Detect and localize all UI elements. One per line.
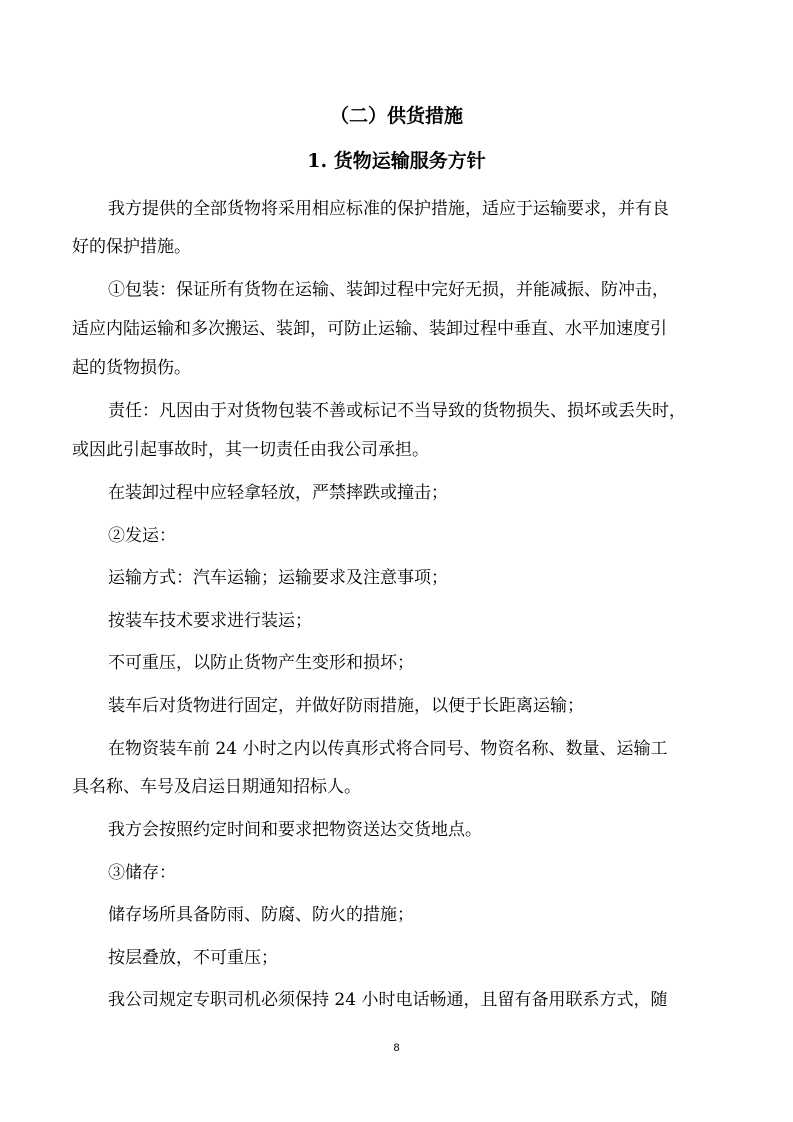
paragraph-line: ①包装：保证所有货物在运输、装卸过程中完好无损，并能减振、防冲击， — [108, 280, 669, 300]
paragraph-line: 责任：凡因由于对货物包装不善或标记不当导致的货物损失、损坏或丢失时， — [108, 401, 686, 421]
paragraph-line: 储存场所具备防雨、防腐、防火的措施； — [108, 905, 414, 925]
paragraph-line: 起的货物损伤。 — [72, 358, 191, 378]
paragraph-line: 我方会按照约定时间和要求把物资送达交货地点。 — [108, 820, 482, 840]
paragraph-line: 具名称、车号及启运日期通知招标人。 — [72, 777, 361, 797]
paragraph-line: 在装卸过程中应轻拿轻放，严禁摔跌或撞击； — [108, 483, 448, 503]
paragraph-line: 装车后对货物进行固定，并做好防雨措施，以便于长距离运输； — [108, 696, 584, 716]
page-number: 8 — [393, 1042, 400, 1054]
paragraph-line: 我方提供的全部货物将采用相应标准的保护措施，适应于运输要求，并有良 — [108, 199, 669, 219]
paragraph-line: ③储存： — [108, 863, 176, 883]
subsection-title: 1. 货物运输服务方针 — [307, 150, 486, 172]
paragraph-line: 或因此引起事故时，其一切责任由我公司承担。 — [72, 440, 429, 460]
paragraph-line: 我公司规定专职司机必须保持 24 小时电话畅通，且留有备用联系方式，随 — [108, 990, 668, 1010]
paragraph-line: ②发运： — [108, 526, 176, 546]
paragraph-line: 按层叠放，不可重压； — [108, 948, 278, 968]
paragraph-line: 运输方式：汽车运输；运输要求及注意事项； — [108, 568, 448, 588]
paragraph-line: 按装车技术要求进行装运； — [108, 611, 312, 631]
section-title: （二）供货措施 — [329, 105, 463, 127]
paragraph-line: 好的保护措施。 — [72, 237, 191, 257]
paragraph-line: 在物资装车前 24 小时之内以传真形式将合同号、物资名称、数量、运输工 — [108, 739, 668, 759]
paragraph-line: 不可重压，以防止货物产生变形和损坏； — [108, 653, 414, 673]
paragraph-line: 适应内陆运输和多次搬运、装卸，可防止运输、装卸过程中垂直、水平加速度引 — [72, 319, 667, 339]
